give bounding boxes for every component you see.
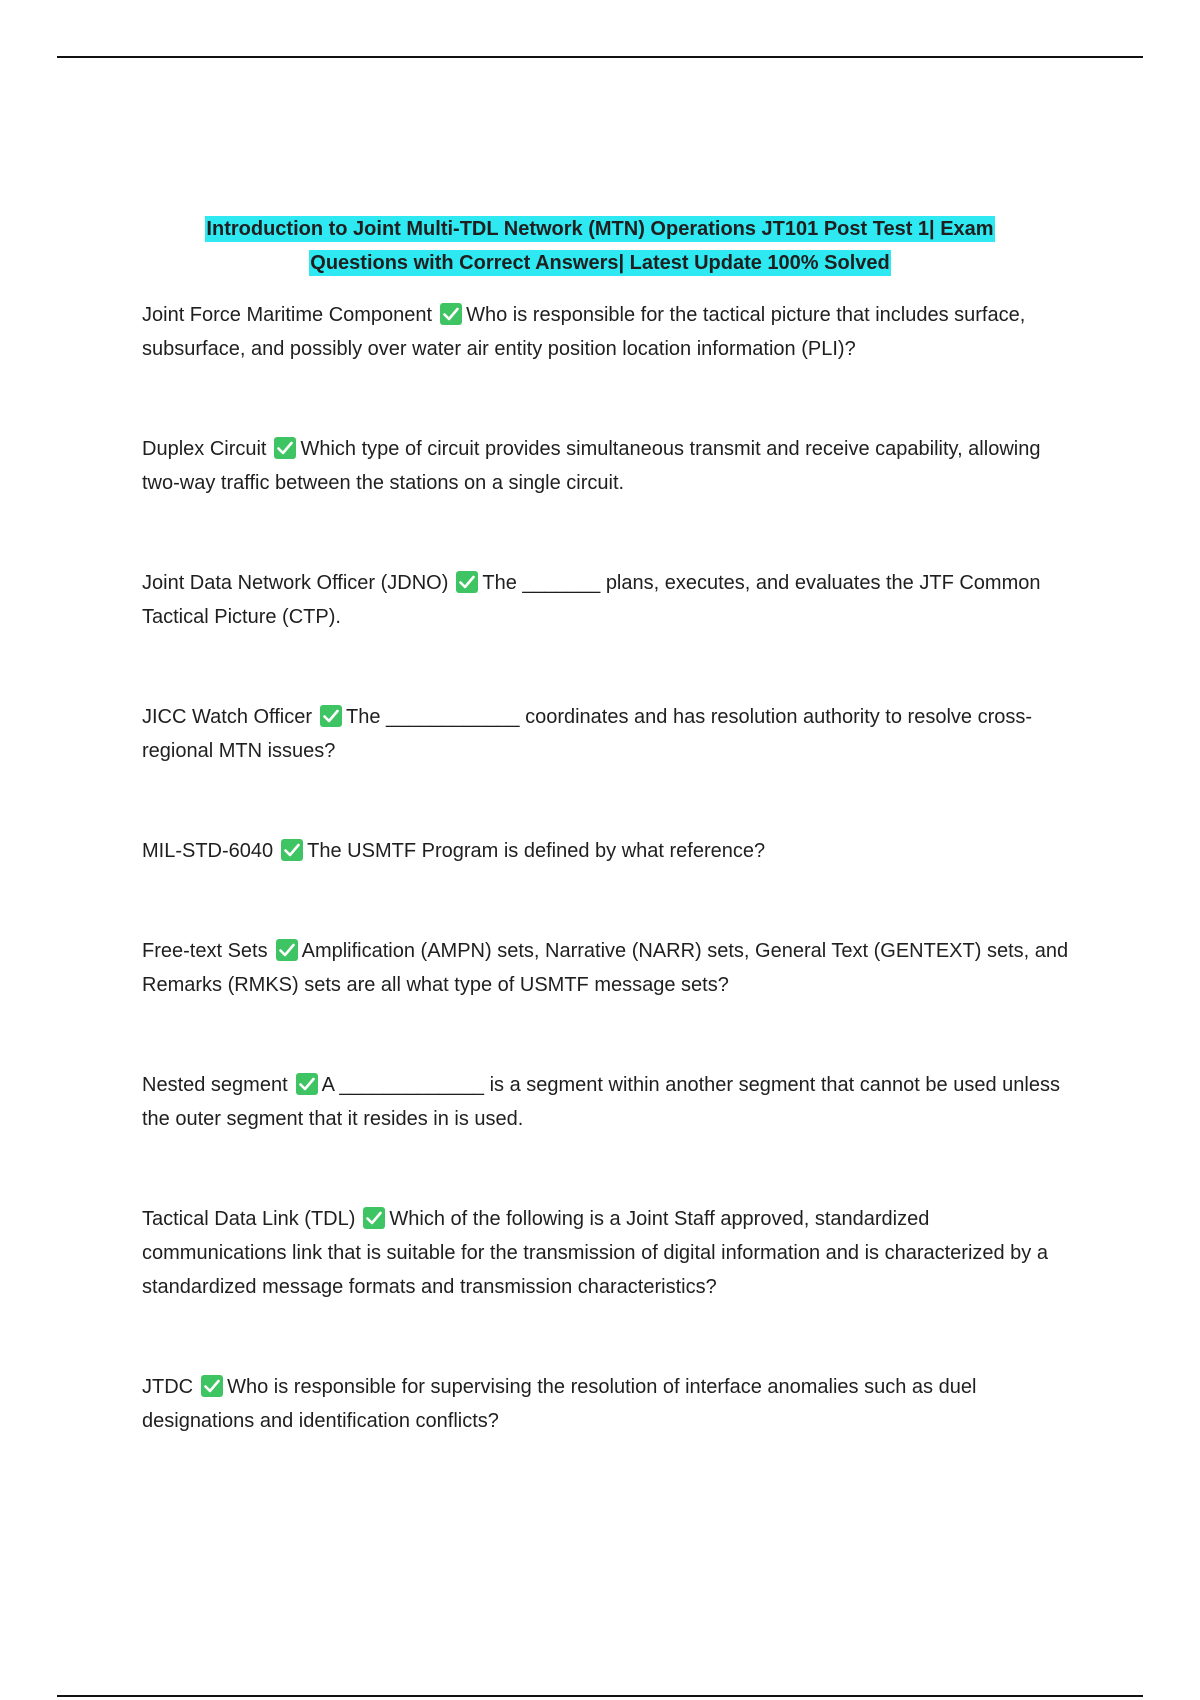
qa-answer: MIL-STD-6040 [142,840,274,862]
footer-rule [57,1695,1143,1697]
qa-answer: Tactical Data Link (TDL) [142,1208,356,1230]
qa-question: The ____________ coordinates and has resolution authority to resolve cross-regional MTN issues? [142,706,1033,762]
qa-item [142,1068,1072,1136]
qa-item [142,1370,1072,1438]
qa-question: A _____________ is a segment within another segment that cannot be used unless the outer segment that it resides in is used. [142,1074,1060,1130]
title-line-1: Introduction to Joint Multi-TDL Network (MTN) Operations JT101 Post Test 1| Exam [206,218,994,240]
check-box-icon [363,1207,385,1229]
qa-item [142,298,1072,366]
check-box-icon [296,1073,318,1095]
qa-answer: Joint Force Maritime Component [142,304,433,326]
qa-item [142,1202,1072,1304]
qa-question: Amplification (AMPN) sets, Narrative (NARR) sets, General Text (GENTEXT) sets, and Remarks (RMKS) sets are all what type of USMTF message sets? [142,940,1069,996]
qa-answer: Joint Data Network Officer (JDNO) [142,572,449,594]
qa-item [142,934,1072,1002]
title-line-2: Questions with Correct Answers| Latest Update 100% Solved [310,252,890,274]
qa-item [142,566,1072,634]
qa-answer: JICC Watch Officer [142,706,313,728]
check-box-icon [320,705,342,727]
qa-question: Which type of circuit provides simultaneous transmit and receive capability, allowing two-way traffic between the stations on a single circuit. [142,438,1041,494]
qa-item [142,700,1072,768]
check-box-icon [281,839,303,861]
qa-question: Who is responsible for the tactical picture that includes surface, subsurface, and possibly over water air entity position location information (PLI)? [142,304,1026,360]
qa-answer: Nested segment [142,1074,288,1096]
qa-question: The USMTF Program is defined by what reference? [307,840,766,862]
check-box-icon [440,303,462,325]
check-box-icon [456,571,478,593]
qa-item [142,432,1072,500]
qa-question: Who is responsible for supervising the resolution of interface anomalies such as duel designations and identification conflicts? [142,1376,977,1432]
check-box-icon [201,1375,223,1397]
header-rule [57,56,1143,58]
qa-question: Which of the following is a Joint Staff approved, standardized communications link that is suitable for the transmission of digital information and is characterized by a standardized message formats and transmission characteristics? [142,1208,1048,1298]
qa-item [142,834,1072,868]
document-title [100,212,1100,280]
qa-answer: Free-text Sets [142,940,268,962]
qa-question: The _______ plans, executes, and evaluates the JTF Common Tactical Picture (CTP). [142,572,1041,628]
check-box-icon [276,939,298,961]
qa-answer: JTDC [142,1376,194,1398]
check-box-icon [274,437,296,459]
qa-answer: Duplex Circuit [142,438,267,460]
